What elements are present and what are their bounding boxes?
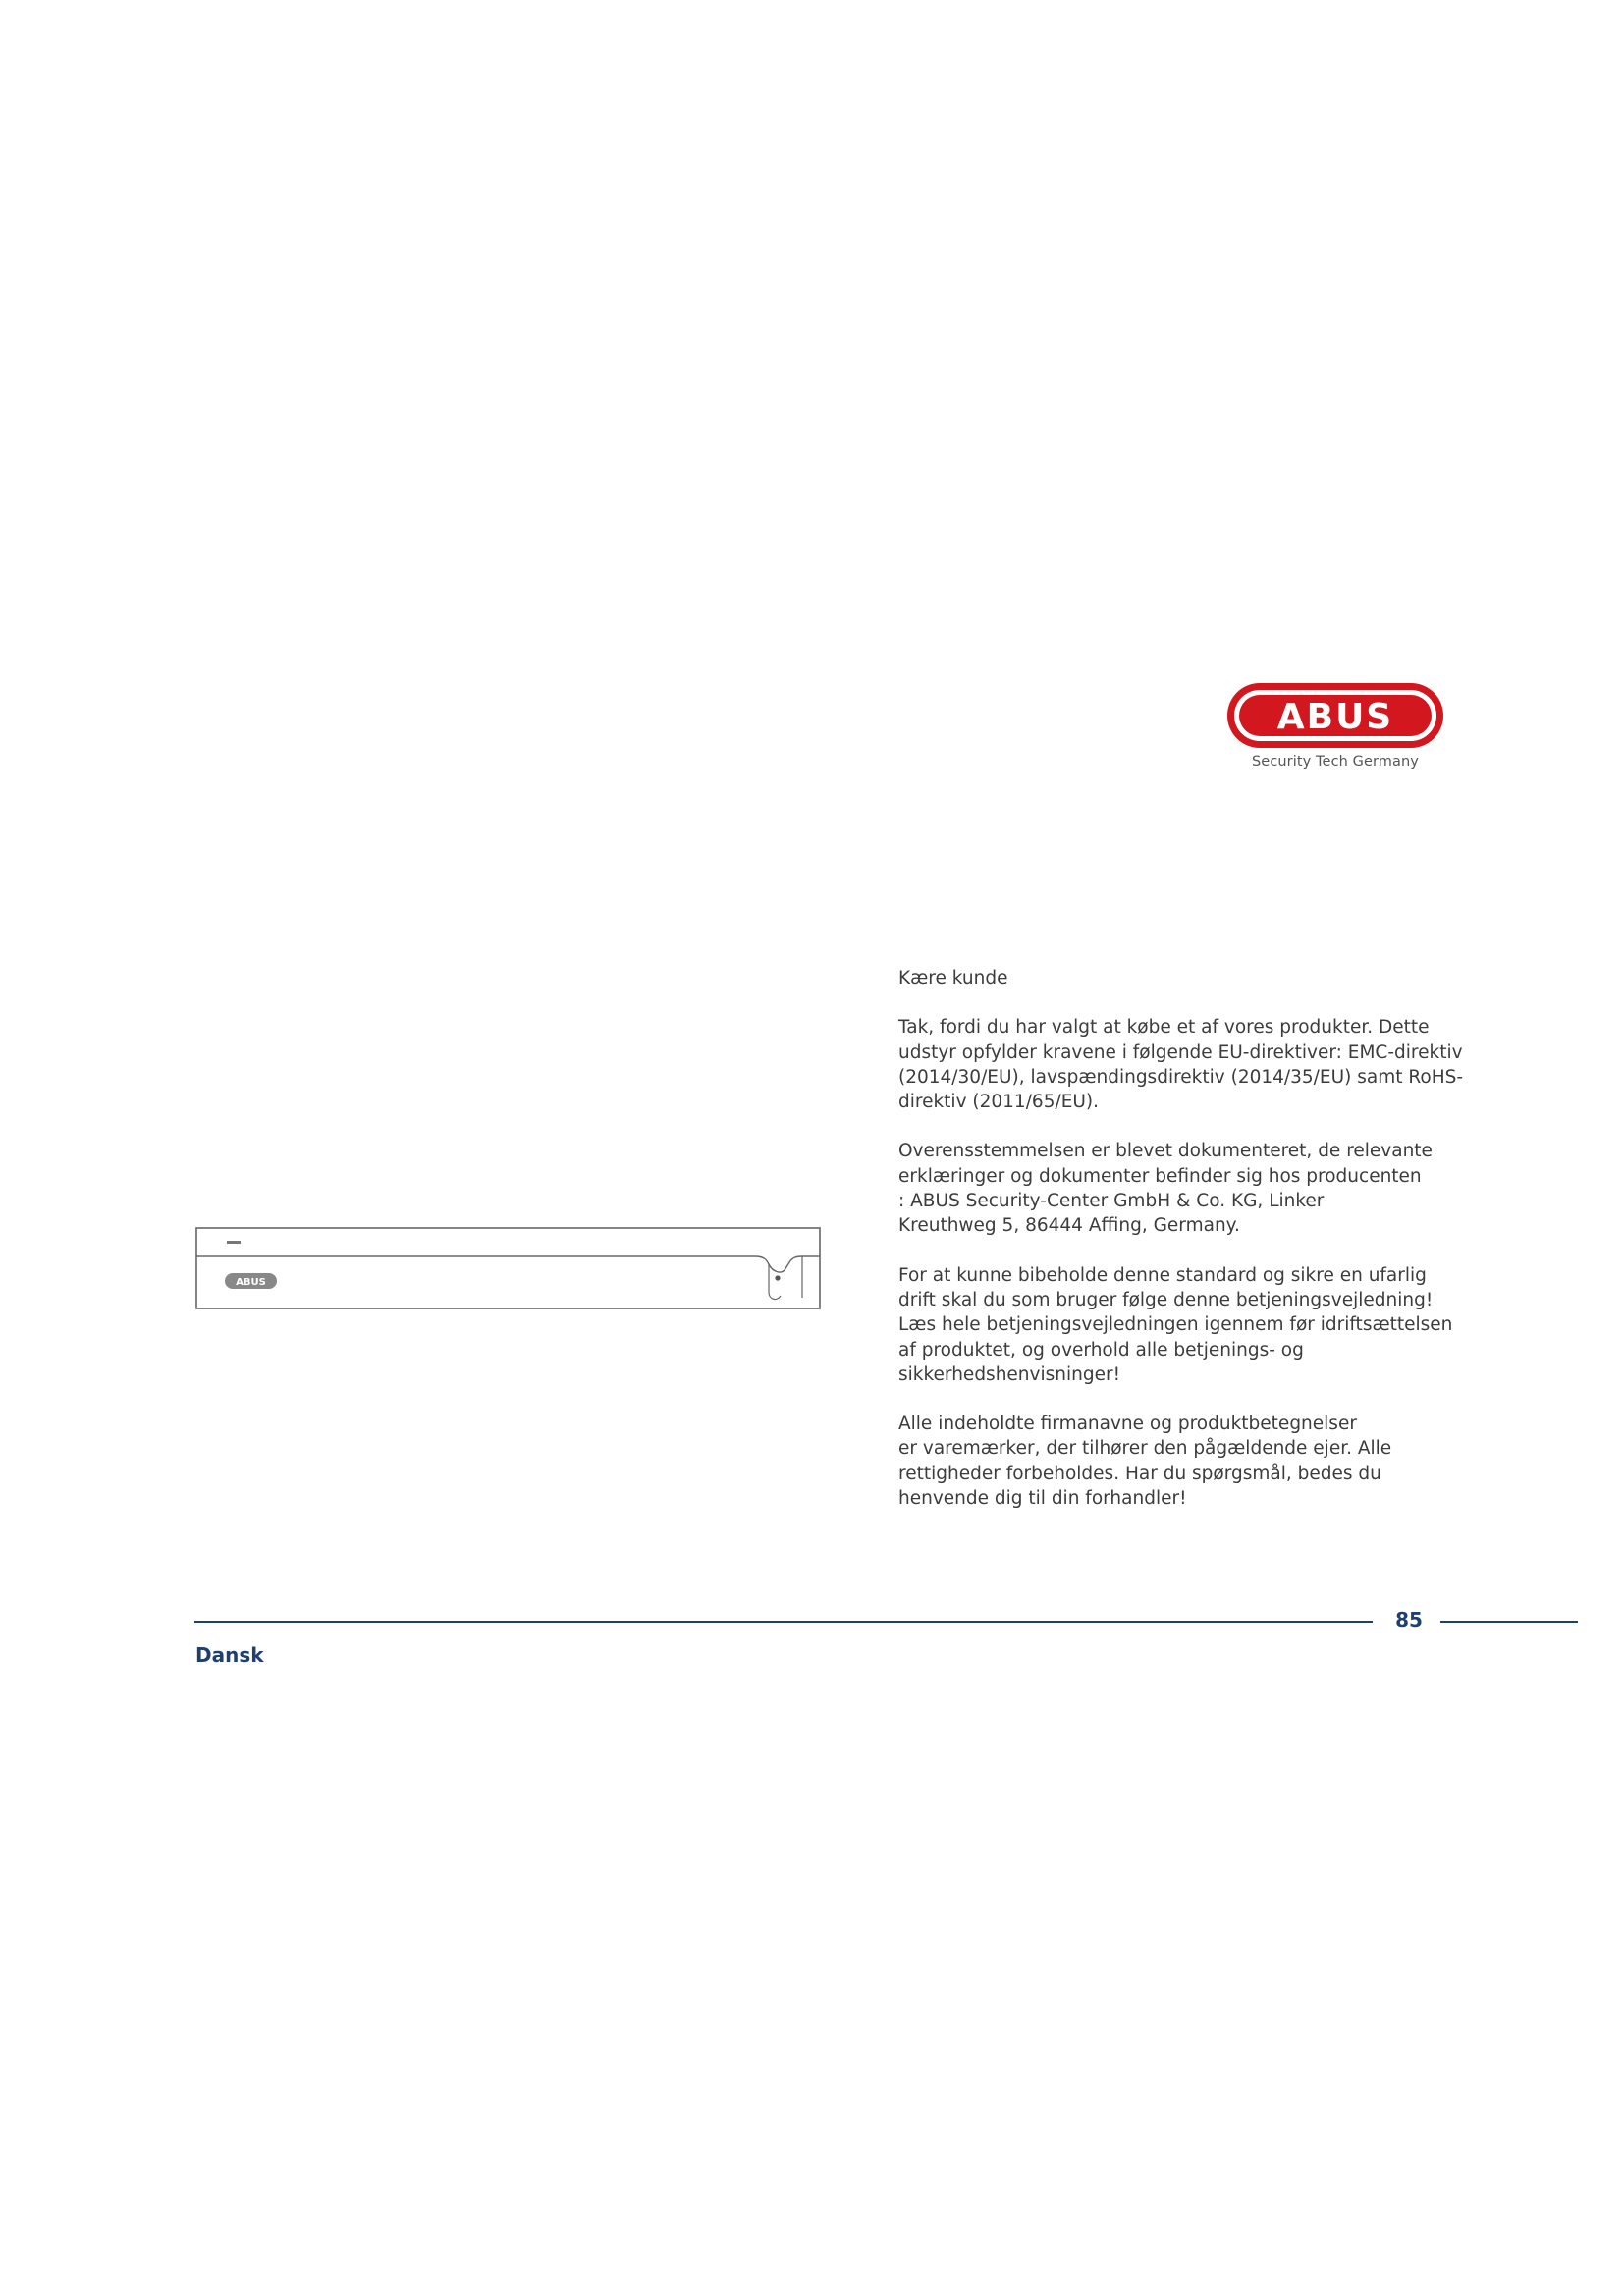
paragraph-conformity xyxy=(898,1139,1488,1238)
text-line: sikkerhedshenvisninger! xyxy=(898,1363,1120,1385)
text-line: er varemærker, der tilhører den pågældende ejer. Alle xyxy=(898,1438,1392,1460)
text-line: Kreuthweg 5, 86444 Affing, Germany. xyxy=(898,1215,1240,1237)
device-front-logo: ABUS xyxy=(236,1277,266,1288)
text-line: udstyr opfylder kravene i følgende EU-direktiver: EMC-direktiv xyxy=(898,1041,1463,1063)
salutation: Kære kunde xyxy=(898,968,1008,988)
logo-tagline: Security Tech Germany xyxy=(1252,754,1419,770)
paragraph-safety xyxy=(898,1263,1488,1387)
paragraph-compliance xyxy=(898,1015,1488,1114)
text-line: henvende dig til din forhandler! xyxy=(898,1488,1187,1510)
device-illustration xyxy=(195,1227,821,1309)
text-line: For at kunne bibeholde denne standard og sikre en ufarlig xyxy=(898,1264,1427,1286)
device-led-icon xyxy=(227,1241,241,1244)
letter-text xyxy=(898,966,1488,1535)
abus-logo-mark xyxy=(1225,681,1445,752)
abus-logo xyxy=(1225,681,1445,775)
text-line: Overensstemmelsen er blevet dokumenteret, de relevante xyxy=(898,1141,1433,1162)
page-number: 85 xyxy=(1395,1608,1423,1631)
text-line: : ABUS Security-Center GmbH & Co. KG, Linker xyxy=(898,1191,1325,1212)
paragraph-trademarks xyxy=(898,1412,1488,1511)
recorder-front-drawing xyxy=(195,1227,821,1309)
text-line: af produktet, og overhold alle betjenings- og xyxy=(898,1339,1304,1361)
abus-logo-text: ABUS xyxy=(1276,697,1394,737)
text-line: Alle indeholdte firmanavne og produktbetegnelser xyxy=(898,1414,1357,1435)
text-line: direktiv (2011/65/EU). xyxy=(898,1092,1100,1113)
footer-divider-left xyxy=(194,1621,1373,1623)
text-line: Tak, fordi du har valgt at købe et af vores produkter. Dette xyxy=(898,1017,1430,1039)
language-label: Dansk xyxy=(195,1643,264,1667)
text-line: drift skal du som bruger følge denne betjeningsvejledning! xyxy=(898,1289,1434,1310)
text-line: (2014/30/EU), lavspændingsdirektiv (2014/35/EU) samt RoHS- xyxy=(898,1066,1464,1088)
text-line: Læs hele betjeningsvejledningen igennem før idriftsættelsen xyxy=(898,1314,1453,1336)
text-line: rettigheder forbeholdes. Har du spørgsmål, bedes du xyxy=(898,1463,1381,1484)
device-screw-icon xyxy=(775,1275,780,1280)
footer-divider-right xyxy=(1440,1621,1578,1623)
text-line: erklæringer og dokumenter befinder sig hos producenten xyxy=(898,1165,1422,1187)
